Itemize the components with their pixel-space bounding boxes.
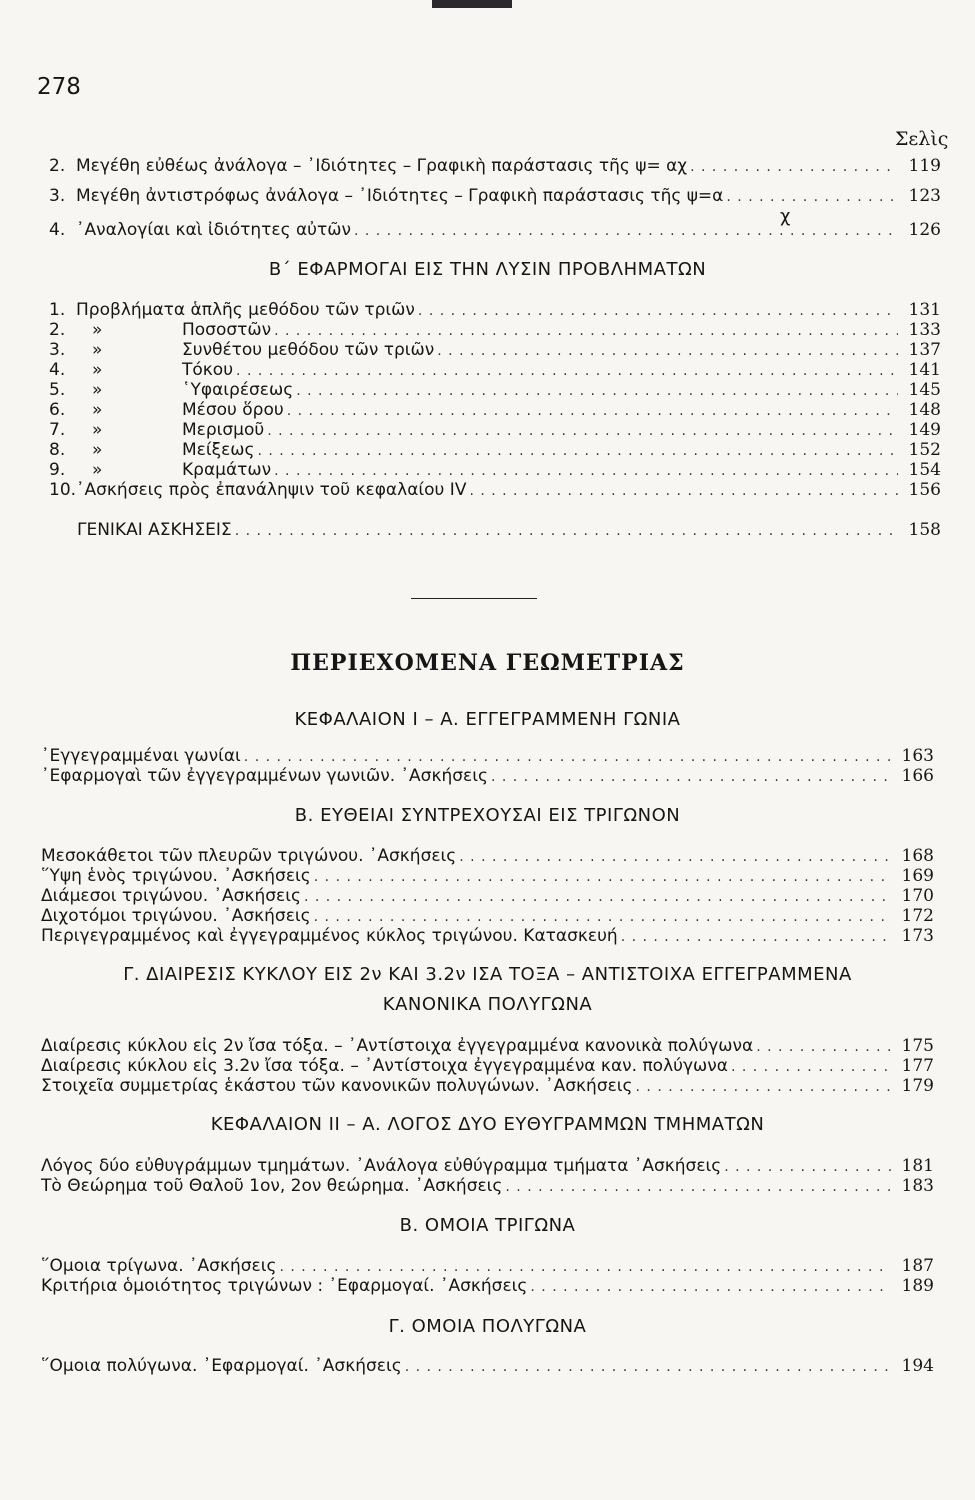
entry-page: 141	[908, 360, 941, 380]
dot-leader	[418, 301, 898, 321]
entry-number: 6.	[49, 400, 66, 420]
entry-page: 169	[901, 866, 934, 886]
entry-number: 4.	[49, 360, 66, 380]
dot-leader	[267, 421, 898, 441]
entry-page: 123	[908, 186, 941, 206]
dot-leader	[304, 887, 891, 907]
entry-page: 149	[908, 420, 941, 440]
toc-entry	[49, 440, 941, 461]
entry-title: Περιγεγραμμένος καὶ ἐγγεγραμμένος κύκλος τριγώνου. Κατασκευή	[41, 926, 618, 946]
section-heading: Γ. ΔΙΑΙΡΕΣΙΣ ΚΥΚΛΟΥ ΕΙΣ 2ν ΚΑΙ 3.2ν ΙΣΑ ΤΟΞΑ – ΑΝΤΙΣΤΟΙΧΑ ΕΓΓΕΓΡΑΜΜΕΝΑ	[123, 964, 852, 985]
entry-title: ᾿Εγγεγραμμέναι γωνίαι	[41, 746, 241, 766]
entry-page: 177	[901, 1056, 934, 1076]
dot-leader	[258, 441, 899, 461]
dot-leader	[756, 1037, 891, 1057]
entry-number: 10.	[49, 480, 77, 500]
entry-number: 3.	[49, 340, 66, 360]
dot-leader	[296, 381, 898, 401]
dot-leader	[235, 521, 898, 541]
entry-number: 4.	[49, 220, 66, 240]
section-heading: Β΄ ΕΦΑΡΜΟΓΑΙ ΕΙΣ ΤΗΝ ΛΥΣΙΝ ΠΡΟΒΛΗΜΑΤΩΝ	[268, 259, 707, 280]
entry-title: Λόγος δύο εὐθυγράμμων τμημάτων. ᾿Ανάλογα εὐθύγραμμα τμήματα ᾿Ασκήσεις	[41, 1156, 722, 1176]
entry-page: 181	[901, 1156, 934, 1176]
toc-entry	[41, 1056, 934, 1077]
entry-title: ᾿Αναλογίαι καὶ ἰδιότητες αὐτῶν	[76, 220, 351, 240]
entry-title: Διάμεσοι τριγώνου. ᾿Ασκήσεις	[41, 886, 301, 906]
ditto-mark: »	[92, 420, 103, 440]
dot-leader	[491, 767, 891, 787]
chapter-heading: ΚΕΦΑΛΑΙΟΝ ΙΙ – Α. ΛΟΓΟΣ ΔΥΟ ΕΥΘΥΓΡΑΜΜΩΝ ΤΜΗΜΑΤΩΝ	[210, 1114, 765, 1135]
section-divider	[411, 598, 537, 599]
entry-page: 189	[901, 1276, 934, 1296]
dot-leader	[244, 747, 891, 767]
toc-entry	[41, 1076, 934, 1097]
dot-leader	[314, 867, 891, 887]
ditto-mark: »	[92, 460, 103, 480]
toc-entry	[41, 846, 934, 867]
toc-entry	[49, 340, 941, 361]
ditto-mark: »	[92, 400, 103, 420]
dot-leader	[731, 1057, 891, 1077]
toc-entry	[41, 1036, 934, 1057]
toc-entry	[49, 480, 941, 501]
toc-entry	[41, 1276, 934, 1297]
entry-title: Τὸ Θεώρημα τοῦ Θαλοῦ 1ον, 2ον θεώρημα. ᾿Ασκήσεις	[41, 1176, 503, 1196]
entry-title: ῞Ομοια πολύγωνα. ᾿Εφαρμογαί. ᾿Ασκήσεις	[41, 1356, 402, 1376]
dot-leader	[469, 481, 898, 501]
dot-leader	[530, 1277, 891, 1297]
entry-title: Μέσου ὅρου	[182, 400, 284, 420]
entry-page: 145	[908, 380, 941, 400]
toc-entry	[49, 420, 941, 441]
entry-title: ΓΕΝΙΚΑΙ ΑΣΚΗΣΕΙΣ	[77, 520, 232, 540]
page-number: 278	[37, 74, 81, 100]
entry-title: Προβλήματα ἁπλῆς μεθόδου τῶν τριῶν	[76, 300, 415, 320]
entry-title: Στοιχεῖα συμμετρίας ἑκάστου τῶν κανονικῶν πολυγώνων. ᾿Ασκήσεις	[41, 1076, 633, 1096]
entry-page: 137	[908, 340, 941, 360]
dot-leader	[314, 907, 891, 927]
section-heading-continued: ΚΑΝΟΝΙΚΑ ΠΟΛΥΓΩΝΑ	[382, 994, 593, 1015]
toc-entry	[49, 380, 941, 401]
dot-leader	[636, 1077, 891, 1097]
entry-page: 172	[901, 906, 934, 926]
toc-entry	[41, 766, 934, 787]
entry-page: 148	[908, 400, 941, 420]
entry-title: Μεσοκάθετοι τῶν πλευρῶν τριγώνου. ᾿Ασκήσεις	[41, 846, 457, 866]
entry-page: 173	[901, 926, 934, 946]
dot-leader	[354, 221, 898, 241]
entry-title: Μείξεως	[182, 440, 255, 460]
entry-page: 133	[908, 320, 941, 340]
entry-page: 179	[901, 1076, 934, 1096]
toc-entry	[41, 1356, 934, 1377]
ditto-mark: »	[92, 440, 103, 460]
entry-title: ῞Ομοια τρίγωνα. ᾿Ασκήσεις	[41, 1256, 277, 1276]
dot-leader	[505, 1177, 891, 1197]
entry-title: Μεγέθη εὐθέως ἀνάλογα – ᾿Ιδιότητες – Γραφικὴ παράστασις τῆς ψ= αχ	[76, 156, 688, 176]
toc-entry	[49, 220, 941, 241]
entry-page: 156	[908, 480, 941, 500]
section-heading: Γ. ΟΜΟΙΑ ΠΟΛΥΓΩΝΑ	[388, 1316, 587, 1337]
entry-page: 152	[908, 440, 941, 460]
toc-entry	[41, 1156, 934, 1177]
entry-page: 175	[901, 1036, 934, 1056]
dot-leader	[621, 927, 891, 947]
toc-entry	[41, 1176, 934, 1197]
pages-column-header: Σελὶς	[895, 128, 949, 150]
section-heading: Β. ΕΥΘΕΙΑΙ ΣΥΝΤΡΕΧΟΥΣΑΙ ΕΙΣ ΤΡΙΓΩΝΟΝ	[294, 805, 681, 826]
dot-leader	[690, 157, 898, 177]
geometry-title: ΠΕΡΙΕΧΟΜΕΝΑ ΓΕΩΜΕΤΡΙΑΣ	[290, 650, 685, 676]
entry-page: 131	[908, 300, 941, 320]
entry-page: 166	[901, 766, 934, 786]
entry-title: ῾Υφαιρέσεως	[182, 380, 294, 400]
toc-entry	[77, 520, 941, 541]
entry-page: 168	[901, 846, 934, 866]
entry-title: Διχοτόμοι τριγώνου. ᾿Ασκήσεις	[41, 906, 311, 926]
fraction-denominator: χ	[780, 206, 791, 227]
dot-leader	[274, 461, 898, 481]
entry-title: ᾿Εφαρμογαὶ τῶν ἐγγεγραμμένων γωνιῶν. ᾿Ασκήσεις	[41, 766, 488, 786]
entry-page: 126	[908, 220, 941, 240]
dot-leader	[405, 1357, 891, 1377]
entry-number: 9.	[49, 460, 66, 480]
entry-number: 7.	[49, 420, 66, 440]
dot-leader	[459, 847, 891, 867]
dot-leader	[724, 1157, 891, 1177]
entry-page: 170	[901, 886, 934, 906]
ditto-mark: »	[92, 340, 103, 360]
toc-entry	[49, 320, 941, 341]
entry-page: 183	[901, 1176, 934, 1196]
entry-title: Κριτήρια ὁμοιότητος τριγώνων : ᾿Εφαρμογαί. ᾿Ασκήσεις	[41, 1276, 528, 1296]
entry-page: 154	[908, 460, 941, 480]
toc-entry	[49, 156, 941, 177]
toc-entry	[49, 186, 941, 207]
entry-title: Ποσοστῶν	[182, 320, 272, 340]
entry-page: 119	[908, 156, 941, 176]
entry-title: ᾿Ασκήσεις πρὸς ἐπανάληψιν τοῦ κεφαλαίου IV	[76, 480, 467, 500]
entry-title: Μερισμοῦ	[182, 420, 265, 440]
dot-leader	[287, 401, 898, 421]
toc-entry	[41, 926, 934, 947]
entry-title: Μεγέθη ἀντιστρόφως ἀνάλογα – ᾿Ιδιότητες – Γραφικὴ παράστασις τῆς ψ=α	[76, 186, 724, 206]
toc-entry	[49, 360, 941, 381]
entry-number: 2.	[49, 320, 66, 340]
entry-title: Διαίρεσις κύκλου εἰς 2ν ἴσα τόξα. – ᾿Αντίστοιχα ἐγγεγραμμένα κανονικὰ πολύγωνα	[41, 1036, 754, 1056]
toc-entry	[41, 886, 934, 907]
scan-edge-mark	[432, 0, 512, 8]
dot-leader	[437, 341, 898, 361]
entry-number: 5.	[49, 380, 66, 400]
toc-entry	[49, 400, 941, 421]
toc-entry	[41, 746, 934, 767]
dot-leader	[279, 1257, 891, 1277]
ditto-mark: »	[92, 320, 103, 340]
ditto-mark: »	[92, 380, 103, 400]
toc-entry	[49, 460, 941, 481]
dot-leader	[236, 361, 898, 381]
toc-entry	[41, 906, 934, 927]
toc-entry	[49, 300, 941, 321]
entry-title: ῞Υψη ἑνὸς τριγώνου. ᾿Ασκήσεις	[41, 866, 311, 886]
ditto-mark: »	[92, 360, 103, 380]
toc-entry	[41, 1256, 934, 1277]
entry-page: 163	[901, 746, 934, 766]
section-heading: Β. ΟΜΟΙΑ ΤΡΙΓΩΝΑ	[399, 1215, 576, 1236]
dot-leader	[726, 187, 898, 207]
dot-leader	[274, 321, 898, 341]
entry-title: Τόκου	[182, 360, 234, 380]
entry-page: 194	[901, 1356, 934, 1376]
entry-number: 2.	[49, 156, 66, 176]
toc-entry	[41, 866, 934, 887]
entry-title: Διαίρεσις κύκλου εἰς 3.2ν ἴσα τόξα. – ᾿Αντίστοιχα ἐγγεγραμμένα καν. πολύγωνα	[41, 1056, 728, 1076]
entry-title: Κραμάτων	[182, 460, 272, 480]
entry-number: 8.	[49, 440, 66, 460]
entry-page: 187	[901, 1256, 934, 1276]
entry-number: 3.	[49, 186, 66, 206]
entry-page: 158	[908, 520, 941, 540]
entry-number: 1.	[49, 300, 66, 320]
entry-title: Συνθέτου μεθόδου τῶν τριῶν	[182, 340, 435, 360]
chapter-heading: ΚΕΦΑΛΑΙΟΝ Ι – Α. ΕΓΓΕΓΡΑΜΜΕΝΗ ΓΩΝΙΑ	[294, 709, 681, 730]
